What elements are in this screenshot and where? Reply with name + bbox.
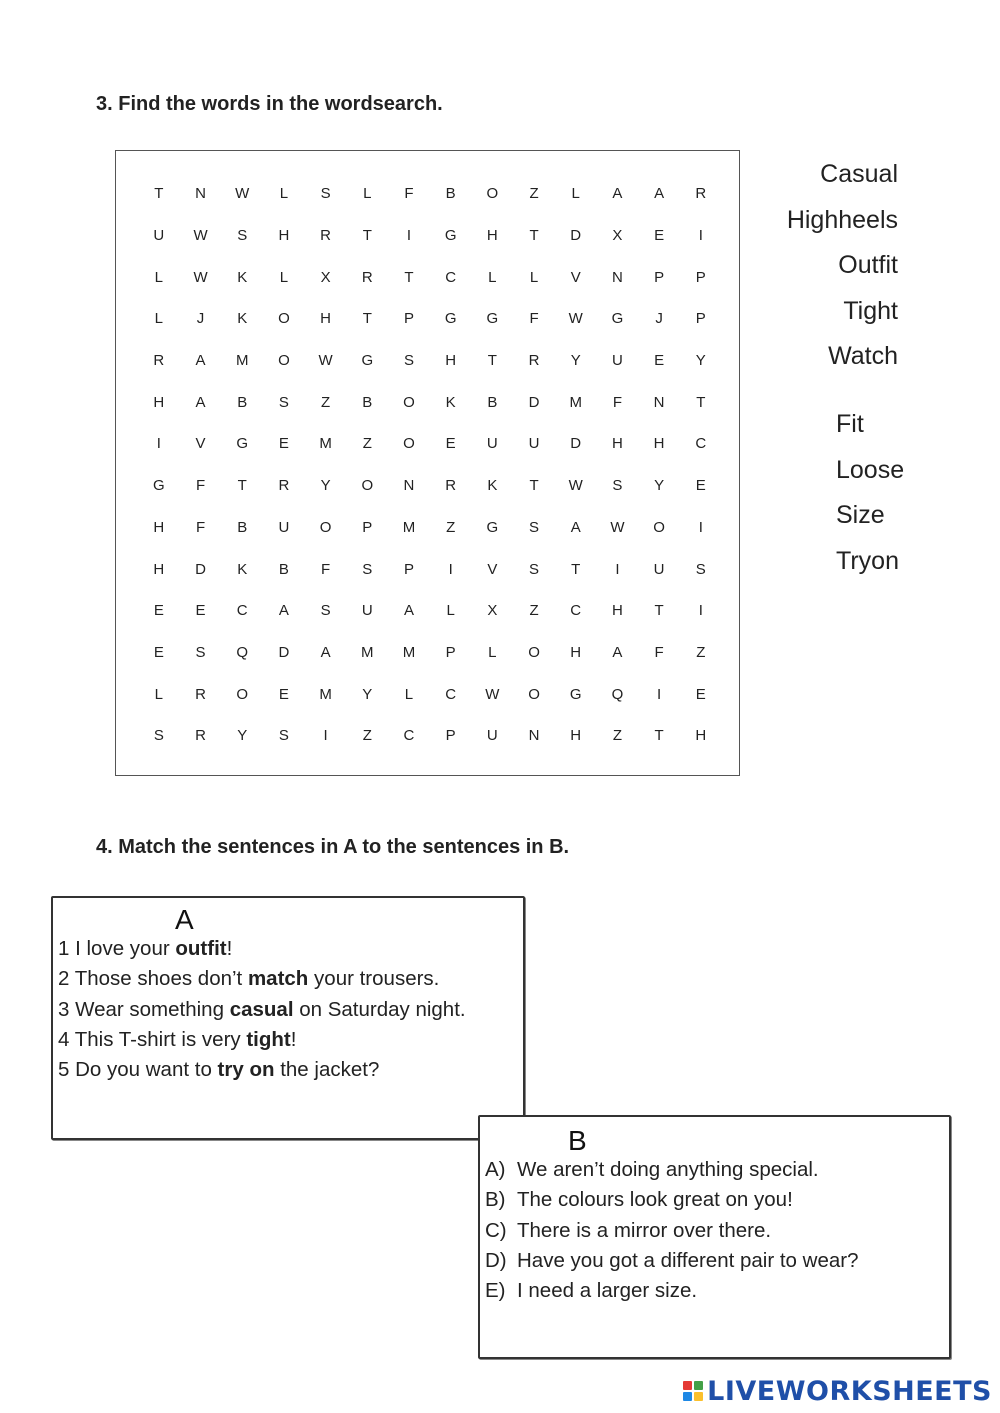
grid-letter: O <box>361 477 374 495</box>
grid-letter: R <box>528 352 540 370</box>
grid-letter: H <box>153 393 165 411</box>
grid-letter: T <box>154 185 164 203</box>
grid-letter: C <box>403 727 415 745</box>
grid-letter: I <box>657 685 662 703</box>
grid-letter: S <box>320 602 331 620</box>
grid-letter: A <box>195 352 206 370</box>
grid-letter: O <box>528 643 540 661</box>
sentence-b-1 <box>485 1155 859 1185</box>
logo-square <box>683 1381 692 1390</box>
grid-letter: H <box>153 560 165 578</box>
exercise-3-heading: 3. Find the words in the wordsearch. <box>96 93 443 115</box>
grid-letter: H <box>611 435 623 453</box>
sentence-a-2 <box>58 964 466 994</box>
grid-letter: C <box>445 268 457 286</box>
grid-letter: A <box>612 643 623 661</box>
grid-letter: G <box>236 435 249 453</box>
column-b-title: B <box>568 1125 587 1156</box>
grid-letter: G <box>611 310 624 328</box>
grid-letter: P <box>403 310 414 328</box>
grid-letter: T <box>529 477 539 495</box>
grid-letter: Q <box>236 643 249 661</box>
grid-letter: T <box>362 310 372 328</box>
grid-letter: H <box>278 227 290 245</box>
word-list-item: Tight <box>843 297 898 325</box>
grid-letter: W <box>318 352 333 370</box>
grid-letter: V <box>570 268 581 286</box>
grid-letter: H <box>320 310 332 328</box>
grid-letter: F <box>195 477 206 495</box>
grid-letter: Z <box>529 602 539 620</box>
grid-letter: O <box>319 518 332 536</box>
grid-letter: I <box>698 602 703 620</box>
grid-letter: Z <box>612 727 622 745</box>
grid-letter: H <box>653 435 665 453</box>
grid-letter: S <box>320 185 331 203</box>
grid-letter: O <box>278 310 290 328</box>
grid-letter: D <box>278 643 290 661</box>
grid-letter: E <box>695 685 706 703</box>
grid-letter: K <box>237 310 248 328</box>
grid-letter: D <box>570 435 582 453</box>
sentence-b-3 <box>485 1216 859 1246</box>
sentence-text: 4 This T-shirt is very <box>58 1027 247 1051</box>
grid-letter: Y <box>237 727 248 745</box>
grid-letter: L <box>404 685 414 703</box>
sentence-text: I need a larger size. <box>517 1279 698 1303</box>
grid-letter: E <box>153 602 164 620</box>
sentence-text: the jacket? <box>274 1058 380 1082</box>
word-list-item: Tryon <box>836 547 899 575</box>
sentence-text: your trousers. <box>308 967 440 991</box>
grid-letter: A <box>403 602 414 620</box>
grid-letter: D <box>528 393 540 411</box>
grid-letter: W <box>485 685 500 703</box>
grid-letter: U <box>361 602 373 620</box>
grid-letter: E <box>195 602 206 620</box>
word-list-item: Size <box>836 501 885 529</box>
sentence-b-2 <box>485 1185 859 1215</box>
grid-letter: P <box>445 643 456 661</box>
grid-letter: F <box>612 393 622 411</box>
grid-letter: L <box>279 268 289 286</box>
grid-letter: T <box>404 268 414 286</box>
sentence-text: 1 I love your <box>58 937 176 960</box>
grid-letter: S <box>695 560 706 578</box>
column-a-box <box>51 896 525 1140</box>
grid-letter: C <box>236 602 248 620</box>
word-list-item: Loose <box>836 456 905 484</box>
grid-letter: I <box>615 560 620 578</box>
logo-mark-icon <box>683 1381 703 1401</box>
grid-letter: T <box>571 560 581 578</box>
grid-letter: L <box>488 268 497 286</box>
grid-letter: L <box>154 685 164 703</box>
grid-letter: E <box>654 352 665 370</box>
grid-letter: Z <box>529 185 539 203</box>
grid-letter: I <box>406 227 412 245</box>
logo-square <box>694 1392 703 1401</box>
grid-letter: A <box>570 518 581 536</box>
grid-letter: D <box>570 227 582 245</box>
sentence-text: We aren’t doing anything special. <box>517 1158 819 1181</box>
logo-square <box>694 1381 703 1390</box>
grid-letter: R <box>278 477 290 495</box>
sentence-text: The colours look great on you! <box>517 1188 793 1212</box>
grid-letter: C <box>695 435 707 453</box>
grid-letter: S <box>153 727 164 745</box>
grid-letter: H <box>611 602 623 620</box>
grid-letter: E <box>153 643 164 661</box>
key-word: outfit <box>175 937 227 960</box>
grid-letter: L <box>529 268 539 286</box>
grid-letter: P <box>445 727 456 745</box>
grid-letter: U <box>653 560 665 578</box>
grid-letter: Y <box>320 477 331 495</box>
liveworksheets-logo <box>683 1376 992 1406</box>
wordsearch-box <box>115 150 740 776</box>
grid-letter: B <box>278 560 289 578</box>
grid-letter: G <box>361 352 374 370</box>
grid-letter: T <box>237 477 247 495</box>
grid-letter: V <box>195 435 206 453</box>
grid-letter: V <box>487 560 498 578</box>
key-word: tight <box>246 1027 291 1051</box>
grid-letter: J <box>196 310 205 328</box>
key-word: match <box>247 967 309 991</box>
grid-letter: G <box>569 685 582 703</box>
grid-letter: F <box>404 185 414 203</box>
grid-letter: M <box>402 518 416 536</box>
grid-letter: M <box>402 643 416 661</box>
grid-letter: S <box>612 477 623 495</box>
grid-letter: P <box>403 560 414 578</box>
grid-letter: L <box>488 643 497 661</box>
grid-letter: H <box>570 643 582 661</box>
grid-letter: Y <box>570 352 581 370</box>
logo-text: LIVEWORKSHEETS <box>707 1375 992 1407</box>
grid-letter: J <box>655 310 663 328</box>
grid-letter: P <box>654 268 665 286</box>
grid-letter: C <box>570 602 582 620</box>
grid-letter: K <box>237 268 248 286</box>
sentence-b-4 <box>485 1246 859 1276</box>
grid-letter: G <box>486 310 499 328</box>
grid-letter: T <box>529 227 539 245</box>
grid-letter: R <box>153 352 165 370</box>
grid-letter: O <box>486 185 499 203</box>
grid-letter: R <box>195 685 206 703</box>
grid-letter: P <box>695 268 706 286</box>
grid-letter: P <box>695 310 706 328</box>
grid-letter: S <box>529 560 540 578</box>
sentence-a-1 <box>58 934 466 964</box>
grid-letter: H <box>486 227 498 245</box>
sentence-label: D) <box>485 1248 507 1272</box>
grid-letter: M <box>319 685 332 703</box>
grid-letter: W <box>193 268 208 286</box>
grid-letter: A <box>320 643 331 661</box>
sentence-label: E) <box>485 1279 506 1303</box>
grid-letter: K <box>237 560 248 578</box>
grid-letter: S <box>278 393 289 411</box>
grid-letter: Z <box>321 393 331 411</box>
wordsearch-grid <box>138 173 722 757</box>
grid-letter: L <box>571 185 580 203</box>
grid-letter: W <box>235 185 250 203</box>
grid-letter: N <box>611 268 623 286</box>
grid-letter: S <box>403 352 414 370</box>
grid-letter: B <box>487 393 498 411</box>
grid-letter: G <box>153 477 165 495</box>
grid-letter: E <box>278 435 289 453</box>
grid-letter: L <box>154 268 164 286</box>
sentence-a-3 <box>58 995 466 1025</box>
grid-letter: H <box>570 727 582 745</box>
sentence-b-5 <box>485 1276 859 1306</box>
grid-letter: I <box>448 560 453 578</box>
grid-letter: M <box>235 352 249 370</box>
grid-letter: F <box>195 518 206 536</box>
grid-letter: T <box>696 393 706 411</box>
grid-letter: W <box>568 310 583 328</box>
grid-letter: L <box>154 310 164 328</box>
word-list-item: Fit <box>836 410 864 438</box>
grid-letter: L <box>446 602 455 620</box>
grid-letter: F <box>529 310 539 328</box>
grid-letter: K <box>445 393 456 411</box>
grid-letter: N <box>195 185 206 203</box>
grid-letter: I <box>698 518 703 536</box>
grid-letter: T <box>362 227 372 245</box>
grid-letter: W <box>568 477 583 495</box>
column-a-title: A <box>175 904 194 935</box>
grid-letter: U <box>611 352 623 370</box>
grid-letter: G <box>486 518 499 536</box>
grid-letter: O <box>236 685 249 703</box>
word-list-item: Highheels <box>786 206 898 234</box>
word-list-item: Outfit <box>838 251 898 279</box>
grid-letter: T <box>487 352 497 370</box>
grid-letter: X <box>612 227 623 245</box>
key-word: try on <box>217 1058 275 1082</box>
grid-letter: Z <box>446 518 456 536</box>
grid-letter: B <box>445 185 456 203</box>
grid-letter: R <box>445 477 457 495</box>
grid-letter: F <box>654 643 664 661</box>
grid-letter: S <box>362 560 373 578</box>
word-list-item: Casual <box>820 160 898 188</box>
grid-letter: T <box>654 602 664 620</box>
grid-letter: O <box>403 393 415 411</box>
grid-letter: N <box>653 393 665 411</box>
sentence-label: A) <box>485 1158 506 1181</box>
sentence-text: ! <box>226 937 233 960</box>
grid-letter: X <box>320 268 331 286</box>
grid-letter: M <box>569 393 582 411</box>
grid-letter: O <box>278 352 290 370</box>
grid-letter: A <box>612 185 623 203</box>
sentence-text: on Saturday night. <box>293 997 466 1021</box>
grid-letter: A <box>654 185 665 203</box>
grid-letter: S <box>529 518 540 536</box>
grid-letter: P <box>362 518 373 536</box>
grid-letter: W <box>610 518 625 536</box>
grid-letter: B <box>237 393 248 411</box>
word-list <box>770 160 990 600</box>
grid-letter: O <box>528 685 540 703</box>
grid-letter: A <box>278 602 289 620</box>
grid-letter: N <box>403 477 415 495</box>
grid-letter: U <box>486 727 498 745</box>
grid-letter: A <box>195 393 206 411</box>
grid-letter: E <box>654 227 665 245</box>
grid-letter: I <box>698 227 703 245</box>
sentence-text: Have you got a different pair to wear? <box>517 1248 859 1272</box>
grid-letter: U <box>278 518 290 536</box>
grid-letter: Z <box>362 727 372 745</box>
grid-letter: T <box>654 727 664 745</box>
key-word: casual <box>229 997 294 1021</box>
grid-letter: O <box>653 518 665 536</box>
sentence-label: B) <box>485 1188 506 1212</box>
grid-letter: E <box>445 435 456 453</box>
sentence-label: C) <box>485 1218 507 1242</box>
grid-letter: M <box>319 435 332 453</box>
grid-letter: Y <box>362 685 373 703</box>
sentence-text: 5 Do you want to <box>58 1058 218 1082</box>
grid-letter: H <box>445 352 457 370</box>
grid-letter: U <box>153 227 165 245</box>
grid-letter: U <box>486 435 498 453</box>
grid-letter: B <box>237 518 248 536</box>
grid-letter: R <box>320 227 332 245</box>
grid-letter: E <box>695 477 706 495</box>
grid-letter: I <box>323 727 328 745</box>
grid-letter: B <box>362 393 373 411</box>
grid-letter: W <box>193 227 208 245</box>
grid-letter: D <box>195 560 206 578</box>
column-b-sentences <box>485 1155 859 1306</box>
grid-letter: F <box>321 560 331 578</box>
grid-letter: I <box>156 435 161 453</box>
sentence-text: 3 Wear something <box>58 997 230 1021</box>
grid-letter: M <box>361 643 374 661</box>
exercise-4-heading: 4. Match the sentences in A to the sentences in B. <box>96 836 570 858</box>
grid-letter: E <box>278 685 289 703</box>
grid-letter: S <box>278 727 289 745</box>
grid-letter: Y <box>654 477 665 495</box>
grid-letter: S <box>195 643 206 661</box>
grid-letter: H <box>695 727 707 745</box>
word-list-item: Watch <box>828 342 898 370</box>
grid-letter: Z <box>696 643 706 661</box>
column-a-sentences <box>58 934 466 1085</box>
grid-letter: K <box>487 477 498 495</box>
grid-letter: Y <box>695 352 706 370</box>
grid-letter: G <box>444 310 457 328</box>
sentence-text: There is a mirror over there. <box>517 1218 772 1242</box>
grid-letter: L <box>363 185 372 203</box>
column-b-box <box>478 1115 951 1359</box>
logo-square <box>683 1392 692 1401</box>
grid-letter: G <box>444 227 457 245</box>
sentence-text: 2 Those shoes don’t <box>58 967 248 991</box>
grid-letter: R <box>195 727 206 745</box>
sentence-a-5 <box>58 1055 466 1085</box>
grid-letter: R <box>361 268 373 286</box>
grid-letter: L <box>279 185 289 203</box>
grid-letter: O <box>403 435 415 453</box>
grid-letter: X <box>487 602 498 620</box>
grid-letter: H <box>153 518 165 536</box>
grid-letter: S <box>237 227 248 245</box>
grid-letter: Q <box>611 685 624 703</box>
grid-letter: C <box>445 685 457 703</box>
grid-letter: U <box>528 435 540 453</box>
sentence-a-4 <box>58 1025 466 1055</box>
grid-letter: Z <box>362 435 372 453</box>
sentence-text: ! <box>290 1027 297 1051</box>
grid-letter: R <box>695 185 707 203</box>
grid-letter: N <box>528 727 540 745</box>
